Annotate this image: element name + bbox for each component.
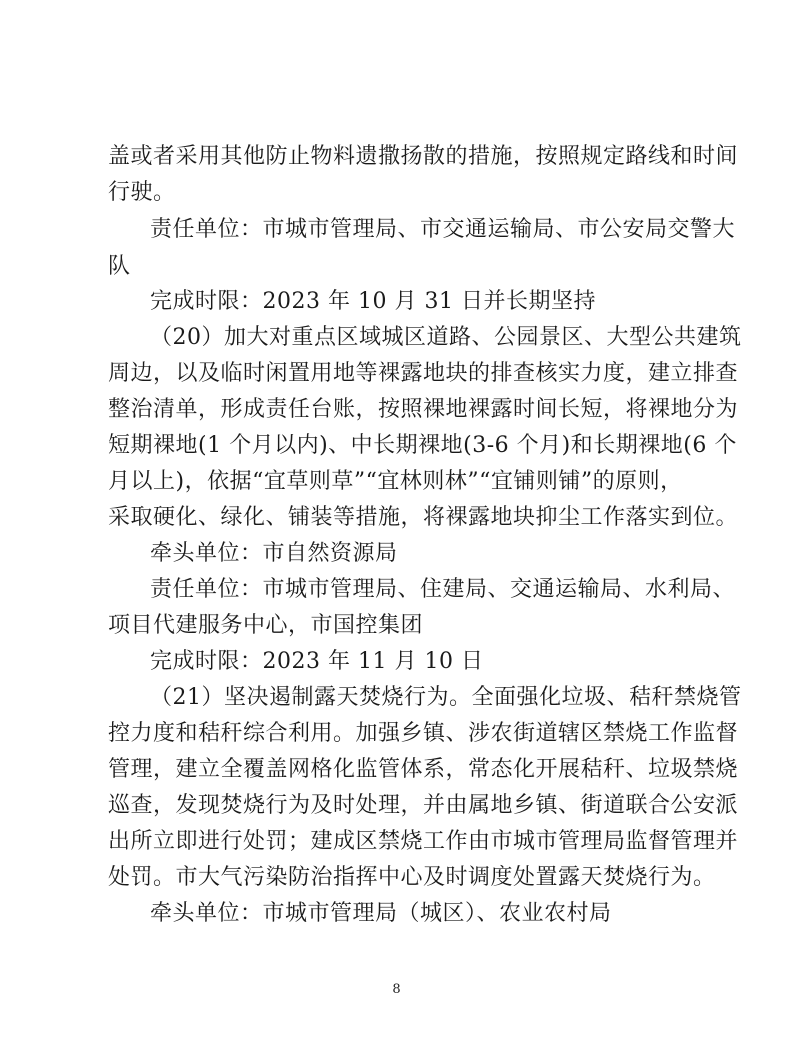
page-number: 8	[392, 982, 401, 997]
deadline-line: 完成时限：2023 年 11 月 10 日	[150, 649, 484, 674]
responsible-unit-line: 责任单位：市城市管理局、住建局、交通运输局、水利局、	[150, 577, 736, 602]
body-line: 采取硬化、绿化、铺装等措施，将裸露地块抑尘工作落实到位。	[108, 505, 739, 530]
body-line: 行驶。	[108, 180, 176, 205]
body-line: 出所立即进行处罚；建成区禁烧工作由市城市管理局监督管理并	[108, 829, 739, 854]
body-line: 盖或者采用其他防止物料遗撒扬散的措施，按照规定路线和时间	[108, 144, 739, 169]
item-21-heading-line: （21）坚决遏制露天焚烧行为。全面强化垃圾、秸秆禁烧管	[150, 685, 742, 710]
body-line: 整治清单，形成责任台账，按照裸地裸露时间长短，将裸地分为	[108, 397, 739, 422]
lead-unit-line: 牵头单位：市自然资源局	[150, 541, 398, 566]
body-line: 项目代建服务中心，市国控集团	[108, 613, 424, 638]
body-line: 巡查，发现焚烧行为及时处理，并由属地乡镇、街道联合公安派	[108, 793, 739, 818]
body-line: 短期裸地(1 个月以内)、中长期裸地(3-6 个月)和长期裸地(6 个	[108, 433, 737, 458]
body-line: 月以上)，依据“宜草则草”“宜林则林”“宜铺则铺”的原则，	[108, 469, 683, 494]
body-line: 队	[108, 254, 131, 279]
responsible-unit-line: 责任单位：市城市管理局、市交通运输局、市公安局交警大	[150, 217, 736, 242]
body-line: 控力度和秸秆综合利用。加强乡镇、涉农街道辖区禁烧工作监督	[108, 721, 739, 746]
deadline-line: 完成时限：2023 年 10 月 31 日并长期坚持	[150, 289, 596, 314]
body-line: 周边，以及临时闲置用地等裸露地块的排查核实力度，建立排查	[108, 361, 739, 386]
lead-unit-line: 牵头单位：市城市管理局（城区）、农业农村局	[150, 901, 612, 926]
body-line: 处罚。市大气污染防治指挥中心及时调度处置露天焚烧行为。	[108, 865, 716, 890]
body-line: 管理，建立全覆盖网格化监管体系，常态化开展秸秆、垃圾禁烧	[108, 757, 739, 782]
item-20-heading-line: （20）加大对重点区域城区道路、公园景区、大型公共建筑	[150, 325, 742, 350]
